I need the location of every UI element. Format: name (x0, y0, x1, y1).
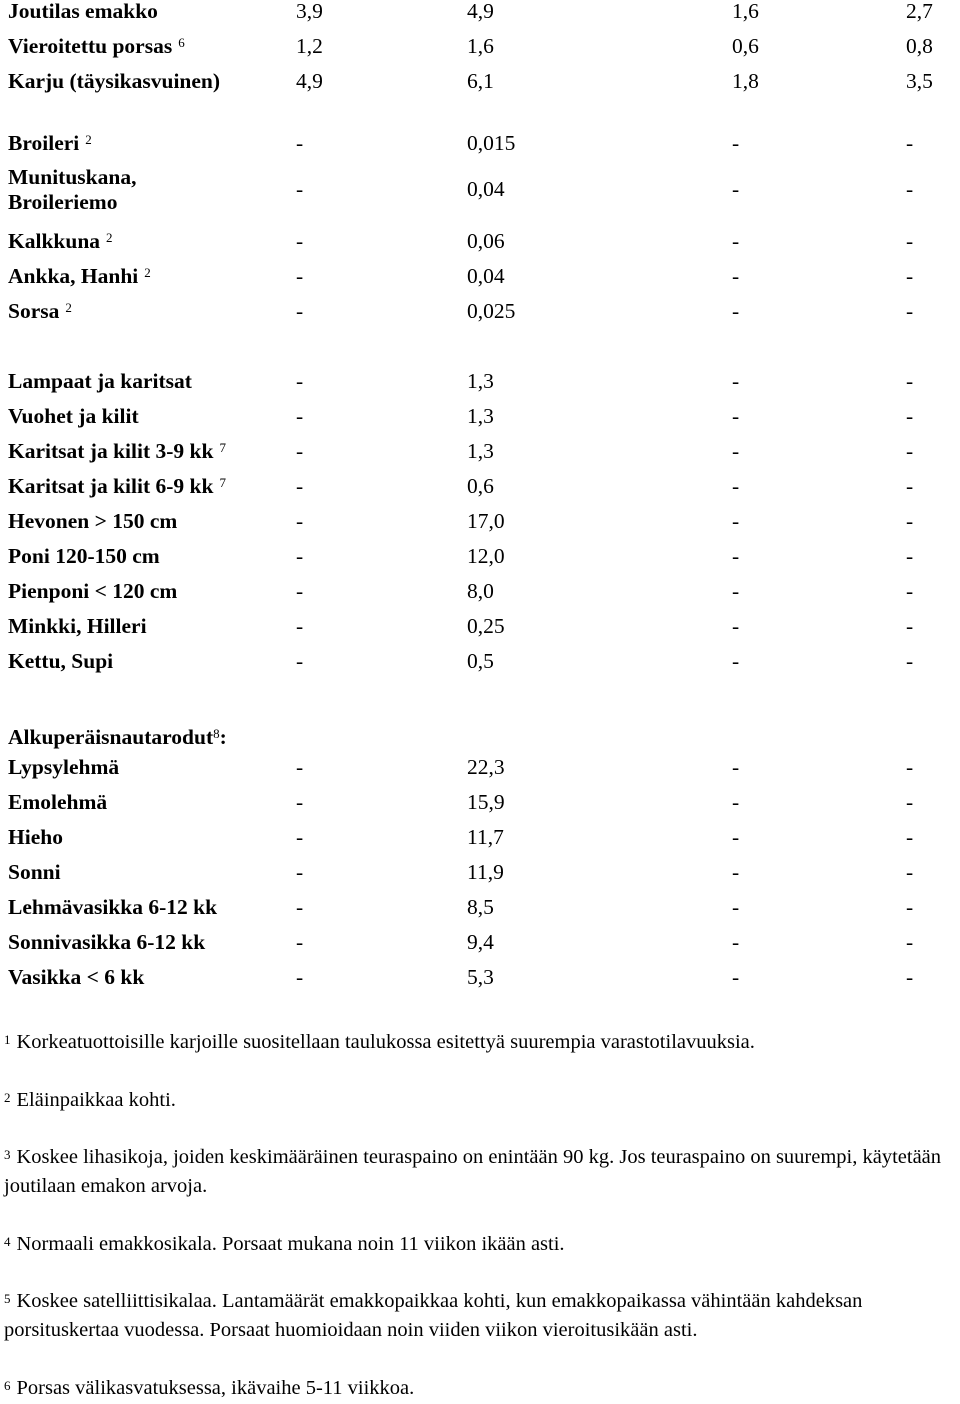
row-label (8, 165, 136, 215)
table-cell-col1: - (296, 825, 304, 849)
table-cell-col3: - (732, 790, 740, 814)
table-cell-col2: 1,3 (467, 439, 494, 463)
table-cell-col1: 4,9 (296, 69, 323, 93)
row-label (8, 890, 217, 925)
table-cell-col1: - (296, 131, 304, 155)
table-row (0, 29, 960, 64)
footnote-text: Eläinpaikkaa kohti. (16, 1089, 176, 1111)
table-cell-col3: 1,6 (732, 0, 759, 23)
table-cell-col1: 3,9 (296, 0, 323, 23)
row-label-text: Vuohet ja kilit (8, 404, 139, 428)
table-cell-col3: - (732, 755, 740, 779)
table-cell-col1: 1,2 (296, 34, 323, 58)
table-cell-col4: - (906, 790, 914, 814)
table-cell-col2: 4,9 (467, 0, 494, 23)
table-cell-col4: - (906, 825, 914, 849)
table-cell-col2: 0,04 (467, 264, 505, 288)
row-label-text: Lampaat ja karitsat (8, 369, 192, 393)
table-cell-col3: 1,8 (732, 69, 759, 93)
table-cell-col2: 0,06 (467, 229, 505, 253)
table-cell-col3: - (732, 614, 740, 638)
row-label-text: Joutilas emakko (8, 0, 158, 23)
table-row (0, 0, 960, 29)
table-row (0, 469, 960, 504)
table-row (0, 126, 960, 161)
table-row (0, 960, 960, 995)
table-cell-col3: - (732, 299, 740, 323)
table-cell-col3: - (732, 229, 740, 253)
table-cell-col1: - (296, 404, 304, 428)
table-cell-col1: - (296, 544, 304, 568)
footnote-ref: 2 (85, 132, 92, 147)
table-row (0, 294, 960, 329)
table-cell-col3: - (732, 579, 740, 603)
table-row (0, 820, 960, 855)
row-label (8, 925, 205, 960)
table-row (0, 259, 960, 294)
row-label-text: Minkki, Hilleri (8, 614, 147, 638)
row-label (8, 644, 113, 679)
table-row (0, 925, 960, 960)
table-cell-col2: 0,04 (467, 177, 505, 201)
footnote-text: Korkeatuottoisille karjoille suositellaan taulukossa esitettyä suurempia varastotilavuuksia. (16, 1031, 755, 1053)
table-cell-col4: 0,8 (906, 34, 933, 58)
table-cell-col1: - (296, 177, 304, 201)
table-cell-col2: 15,9 (467, 790, 505, 814)
table-cell-col4: - (906, 177, 914, 201)
table-cell-col3: - (732, 930, 740, 954)
row-label (8, 224, 113, 259)
footnote-ref: 7 (219, 440, 226, 455)
table-cell-col1: - (296, 509, 304, 533)
table-cell-col1: - (296, 299, 304, 323)
table-row (0, 855, 960, 890)
table-cell-col2: 0,015 (467, 131, 516, 155)
table-cell-col1: - (296, 649, 304, 673)
table-cell-col4: - (906, 544, 914, 568)
row-label-text: Lehmävasikka 6-12 kk (8, 895, 218, 919)
table-cell-col4: - (906, 264, 914, 288)
table-cell-col4: - (906, 649, 914, 673)
table-row (0, 434, 960, 469)
row-label-text: Kettu, Supi (8, 649, 114, 673)
row-label (8, 574, 177, 609)
row-label (8, 434, 226, 469)
table-cell-col2: 9,4 (467, 930, 494, 954)
row-label-text: Vasikka < 6 kk (8, 965, 145, 989)
footnote-2 (4, 1086, 956, 1115)
table-cell-col2: 11,7 (467, 825, 504, 849)
table-row (0, 750, 960, 785)
table-cell-col4: - (906, 965, 914, 989)
row-label-text: Kalkkuna (8, 229, 101, 253)
table-cell-col2: 1,3 (467, 404, 494, 428)
footnote-ref: 2 (144, 265, 151, 280)
table-cell-col2: 6,1 (467, 69, 494, 93)
table-row (0, 364, 960, 399)
row-label (8, 539, 160, 574)
table-cell-col4: - (906, 755, 914, 779)
table-cell-col3: - (732, 404, 740, 428)
table-row (0, 644, 960, 679)
table-row (0, 785, 960, 820)
table-cell-col2: 12,0 (467, 544, 505, 568)
table-cell-col1: - (296, 369, 304, 393)
table-cell-col2: 17,0 (467, 509, 505, 533)
table-cell-col1: - (296, 229, 304, 253)
row-label-text: Poni 120-150 cm (8, 544, 160, 568)
table-row (0, 539, 960, 574)
table-cell-col1: - (296, 965, 304, 989)
footnote-text: Koskee satelliittisikalaa. Lantamäärät emakkopaikkaa kohti, kun emakkopaikassa vähintään kahdeksan porsituskertaa vuodessa. Porsaat huomioidaan noin viiden viikon vieroitusikään asti. (4, 1290, 863, 1341)
row-label-text: Sonnivasikka 6-12 kk (8, 930, 206, 954)
section-heading-native-cattle (8, 720, 227, 755)
row-label-text: Ankka, Hanhi (8, 264, 139, 288)
row-label-text: Emolehmä (8, 790, 108, 814)
table-row (0, 609, 960, 644)
row-label (8, 750, 119, 785)
table-cell-col4: - (906, 131, 914, 155)
table-cell-col2: 0,25 (467, 614, 505, 638)
section-heading-text: Alkuperäisnautarodut (8, 725, 214, 749)
footnote-text: Porsas välikasvatuksessa, ikävaihe 5-11 viikkoa. (16, 1377, 415, 1399)
table-cell-col1: - (296, 755, 304, 779)
table-cell-col2: 8,5 (467, 895, 494, 919)
row-label-text: Sonni (8, 860, 61, 884)
row-label (8, 960, 144, 995)
row-label-text: Pienponi < 120 cm (8, 579, 178, 603)
table-cell-col2: 11,9 (467, 860, 504, 884)
footnote-5 (4, 1287, 956, 1345)
table-cell-col3: - (732, 544, 740, 568)
table-cell-col3: - (732, 264, 740, 288)
row-label (8, 504, 177, 539)
row-label (8, 469, 226, 504)
table-cell-col4: - (906, 895, 914, 919)
table-cell-col1: - (296, 860, 304, 884)
table-cell-col3: 0,6 (732, 34, 759, 58)
table-cell-col4: - (906, 369, 914, 393)
row-label (8, 294, 72, 329)
footnote-number: 3 (4, 1147, 11, 1162)
table-cell-col4: 2,7 (906, 0, 933, 23)
table-row (0, 574, 960, 609)
row-label-text: Vieroitettu porsas (8, 34, 173, 58)
row-label (8, 0, 158, 29)
table-cell-col3: - (732, 177, 740, 201)
row-label-text: Hieho (8, 825, 63, 849)
footnote-ref: 2 (106, 230, 113, 245)
row-label-text: Broileriemo (8, 190, 118, 214)
table-row (0, 161, 960, 217)
table-cell-col3: - (732, 965, 740, 989)
row-label (8, 126, 92, 161)
row-label (8, 64, 220, 99)
footnote-6 (4, 1374, 956, 1403)
table-cell-col4: - (906, 299, 914, 323)
table-row (0, 399, 960, 434)
row-label (8, 855, 61, 890)
table-cell-col4: 3,5 (906, 69, 933, 93)
table-cell-col1: - (296, 614, 304, 638)
row-label (8, 399, 139, 434)
table-cell-col2: 0,025 (467, 299, 516, 323)
footnote-number: 6 (4, 1378, 11, 1393)
table-cell-col3: - (732, 439, 740, 463)
row-label (8, 609, 147, 644)
row-label (8, 259, 151, 294)
table-cell-col2: 8,0 (467, 579, 494, 603)
table-cell-col2: 0,5 (467, 649, 494, 673)
row-label-text: Sorsa (8, 299, 60, 323)
row-label-text: Karju (täysikasvuinen) (8, 69, 221, 93)
table-cell-col2: 1,6 (467, 34, 494, 58)
table-row (0, 224, 960, 259)
table-cell-col4: - (906, 579, 914, 603)
table-cell-col1: - (296, 439, 304, 463)
table-cell-col3: - (732, 131, 740, 155)
table-cell-col1: - (296, 895, 304, 919)
row-label-text: Karitsat ja kilit 6-9 kk (8, 474, 214, 498)
row-label-text: Broileri (8, 131, 80, 155)
table-cell-col3: - (732, 825, 740, 849)
table-cell-col4: - (906, 474, 914, 498)
footnote-ref: 8 (213, 726, 220, 741)
table-cell-col3: - (732, 860, 740, 884)
table-row (0, 64, 960, 99)
table-cell-col1: - (296, 474, 304, 498)
table-cell-col2: 0,6 (467, 474, 494, 498)
table-cell-col1: - (296, 264, 304, 288)
section-heading-colon: : (219, 725, 227, 749)
table-cell-col3: - (732, 649, 740, 673)
row-label (8, 785, 107, 820)
row-label-text: Lypsylehmä (8, 755, 120, 779)
footnote-4 (4, 1230, 956, 1259)
footnote-ref: 6 (178, 35, 185, 50)
table-row (0, 890, 960, 925)
table-cell-col2: 22,3 (467, 755, 505, 779)
footnote-ref: 7 (219, 475, 226, 490)
table-cell-col4: - (906, 509, 914, 533)
footnote-number: 4 (4, 1234, 11, 1249)
row-label-text: Munituskana, (8, 165, 137, 189)
table-row (0, 504, 960, 539)
footnote-text: Koskee lihasikoja, joiden keskimääräinen teuraspaino on enintään 90 kg. Jos teuraspaino on suurempi, käytetään joutilaan emakon arvoja. (4, 1146, 942, 1197)
footnote-ref: 2 (65, 300, 72, 315)
table-cell-col1: - (296, 790, 304, 814)
row-label (8, 820, 63, 855)
footnote-number: 2 (4, 1090, 11, 1105)
footnote-number: 5 (4, 1291, 11, 1306)
table-cell-col2: 1,3 (467, 369, 494, 393)
row-label-text: Karitsat ja kilit 3-9 kk (8, 439, 214, 463)
table-cell-col2: 5,3 (467, 965, 494, 989)
table-cell-col3: - (732, 474, 740, 498)
table-cell-col4: - (906, 439, 914, 463)
table-cell-col4: - (906, 860, 914, 884)
table-cell-col3: - (732, 509, 740, 533)
table-cell-col3: - (732, 369, 740, 393)
table-cell-col1: - (296, 579, 304, 603)
row-label (8, 364, 192, 399)
footnote-text: Normaali emakkosikala. Porsaat mukana noin 11 viikon ikään asti. (16, 1233, 565, 1255)
footnote-1 (4, 1028, 956, 1057)
table-cell-col1: - (296, 930, 304, 954)
row-label-text: Hevonen > 150 cm (8, 509, 178, 533)
table-cell-col4: - (906, 614, 914, 638)
footnote-3 (4, 1143, 956, 1201)
table-cell-col4: - (906, 404, 914, 428)
row-label (8, 29, 185, 64)
table-cell-col4: - (906, 229, 914, 253)
table-cell-col3: - (732, 895, 740, 919)
table-cell-col4: - (906, 930, 914, 954)
footnote-number: 1 (4, 1032, 11, 1047)
